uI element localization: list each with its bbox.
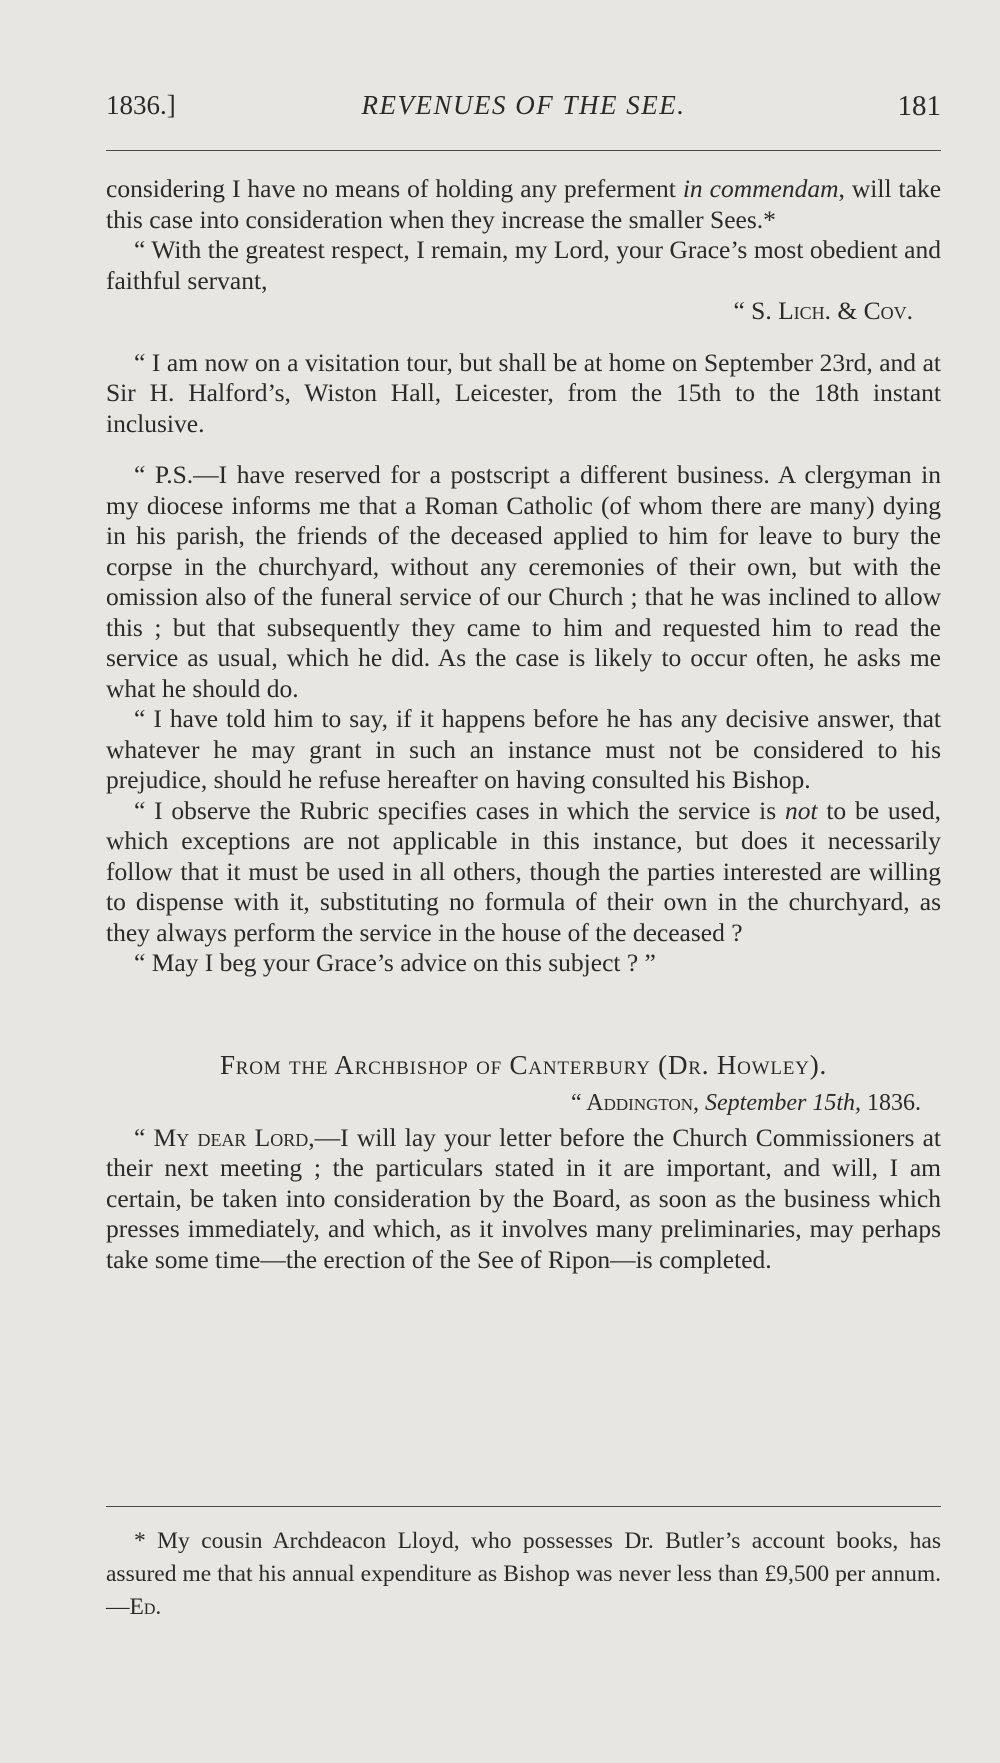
paragraph-continuation: considering I have no means of holding any preferment in commendam, will take this case into consideration when they increase the smaller Sees.* [106, 174, 942, 234]
paragraph-closing: “ With the greatest respect, I remain, my Lord, your Grace’s most obedient and faithful servant, [106, 235, 941, 295]
footnote-rule [106, 1506, 941, 1507]
paragraph-visitation: “ I am now on a visitation tour, but shall be at home on September 23rd, and at Sir H. Halford’s, Wiston Hall, Leicester, from the 15th to the 18th instant inclusive. [106, 347, 941, 438]
letter-signature: “ S. Lich. & Cov. [733, 296, 913, 325]
paragraph-request: “ May I beg your Grace’s advice on this subject ? ” [134, 948, 656, 977]
header-rule [106, 150, 941, 151]
book-page [106, 0, 941, 1763]
running-head [106, 90, 941, 130]
header-year: 1836.] [106, 90, 176, 120]
page-number: 181 [897, 90, 941, 122]
paragraph-postscript: “ P.S.—I have reserved for a postscript a different business. A clergyman in my diocese informs me that a Roman Catholic (of whom there are many) dying in his parish, the friends of the deceased applied to him for leave to bury the corpse in the churchyard, without any ceremonies of their own, but with the omission also of the funeral service of our Church ; that he was inclined to allow this ; but that subsequently they came to him and requested him to read the service as usual, which he did. As the case is likely to occur often, he asks me what he should do. [106, 460, 941, 703]
header-title: REVENUES OF THE SEE. [361, 90, 686, 120]
letter-heading: From the Archbishop of Canterbury (Dr. Howley). [219, 1049, 828, 1080]
paragraph-reply: “ My dear Lord,—I will lay your letter before the Church Commissioners at their next meeting ; the particulars stated in it are important, and will, I am certain, be taken into consideration by the Board, as soon as the business which presses immediately, and which, as it involves many preliminaries, may perhaps take some time—the erection of the See of Ripon—is completed. [106, 1122, 941, 1274]
paragraph-rubric: “ I observe the Rubric specifies cases in which the service is not to be used, which exceptions are not applicable in this instance, but does it necessarily follow that it must be used in all others, though the parties interested are willing to dispense with it, substituting no formula of their own in the churchyard, as they always perform the service in the house of the deceased ? [106, 795, 941, 947]
footnote [106, 1525, 941, 1624]
paragraph-advice: “ I have told him to say, if it happens before he has any decisive answer, that whatever he may grant in such an instance must not be considered to his prejudice, should he refuse hereafter on having consulted his Bishop. [106, 704, 941, 794]
main-text [106, 174, 941, 1275]
footnote-text: * My cousin Archdeacon Lloyd, who possesses Dr. Butler’s account books, has assured me that his annual expenditure as Bishop was never less than £9,500 per annum.—Ed. [106, 1528, 941, 1620]
letter-dateline: “ Addington, September 15th, 1836. [570, 1090, 921, 1116]
